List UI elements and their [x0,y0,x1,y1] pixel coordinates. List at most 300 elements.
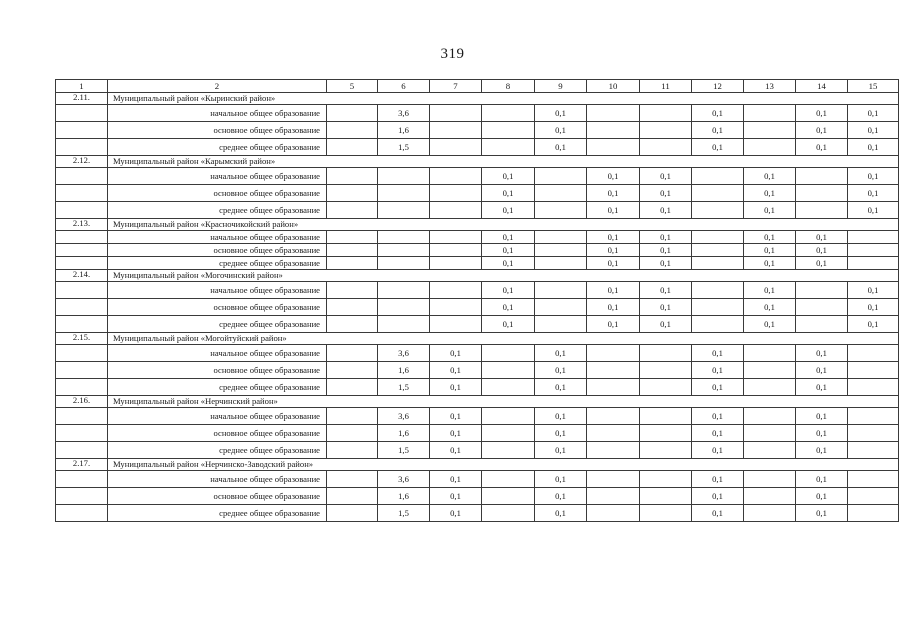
education-level-label: основное общее образование [108,362,327,379]
value-cell: 0,1 [796,442,848,459]
education-level-label: начальное общее образование [108,231,327,244]
education-level-label: среднее общее образование [108,379,327,396]
empty-number-cell [56,185,108,202]
education-level-label: основное общее образование [108,425,327,442]
value-cell [692,316,744,333]
value-cell [327,425,378,442]
value-cell [327,231,378,244]
empty-number-cell [56,379,108,396]
education-level-label: основное общее образование [108,185,327,202]
table-row [56,202,899,219]
value-cell: 0,1 [430,362,482,379]
value-cell: 0,1 [640,316,692,333]
value-cell [482,442,535,459]
table-row [56,257,899,270]
table-body [56,80,899,522]
value-cell [640,139,692,156]
value-cell [848,425,899,442]
value-cell: 0,1 [535,122,587,139]
value-cell: 0,1 [587,316,640,333]
value-cell: 0,1 [535,442,587,459]
table-row [56,244,899,257]
value-cell: 0,1 [640,282,692,299]
value-cell: 0,1 [640,202,692,219]
value-cell [327,139,378,156]
empty-number-cell [56,282,108,299]
column-header: 6 [378,80,430,93]
value-cell: 0,1 [482,316,535,333]
empty-number-cell [56,105,108,122]
value-cell [327,316,378,333]
section-row [56,459,899,471]
value-cell [587,362,640,379]
value-cell: 0,1 [482,299,535,316]
section-title: Муниципальный район «Красночикойский район» [108,219,899,231]
empty-number-cell [56,202,108,219]
value-cell: 0,1 [796,425,848,442]
value-cell: 3,6 [378,105,430,122]
value-cell [744,488,796,505]
page-number: 319 [440,46,465,62]
value-cell [430,139,482,156]
value-cell [430,185,482,202]
value-cell [848,379,899,396]
value-cell [535,257,587,270]
empty-number-cell [56,122,108,139]
value-cell [744,408,796,425]
table-row [56,425,899,442]
value-cell [535,202,587,219]
value-cell [327,185,378,202]
value-cell [848,408,899,425]
value-cell: 1,6 [378,362,430,379]
table-row [56,231,899,244]
value-cell [430,282,482,299]
table-row [56,299,899,316]
value-cell [430,168,482,185]
education-level-label: среднее общее образование [108,257,327,270]
value-cell: 1,6 [378,122,430,139]
empty-number-cell [56,257,108,270]
section-number: 2.12. [56,156,108,168]
empty-number-cell [56,408,108,425]
value-cell: 0,1 [430,488,482,505]
value-cell: 0,1 [482,244,535,257]
value-cell: 0,1 [796,105,848,122]
value-cell: 0,1 [796,471,848,488]
value-cell [535,185,587,202]
value-cell: 0,1 [692,425,744,442]
value-cell [378,168,430,185]
value-cell: 0,1 [848,168,899,185]
value-cell [430,202,482,219]
table-row [56,408,899,425]
empty-number-cell [56,231,108,244]
section-row [56,333,899,345]
column-header: 7 [430,80,482,93]
value-cell [744,362,796,379]
value-cell [692,231,744,244]
education-level-label: начальное общее образование [108,471,327,488]
value-cell [327,105,378,122]
value-cell [327,505,378,522]
value-cell [430,257,482,270]
value-cell [744,471,796,488]
value-cell [692,202,744,219]
value-cell [378,231,430,244]
value-cell [535,244,587,257]
value-cell [482,345,535,362]
value-cell [327,442,378,459]
value-cell [744,345,796,362]
value-cell [482,471,535,488]
value-cell: 0,1 [744,316,796,333]
value-cell: 0,1 [640,231,692,244]
value-cell [796,316,848,333]
table-row [56,488,899,505]
empty-number-cell [56,345,108,362]
empty-number-cell [56,316,108,333]
value-cell: 0,1 [692,505,744,522]
column-header: 15 [848,80,899,93]
value-cell: 0,1 [848,316,899,333]
value-cell [482,505,535,522]
value-cell: 0,1 [692,442,744,459]
education-level-label: начальное общее образование [108,105,327,122]
value-cell: 0,1 [848,202,899,219]
value-cell: 0,1 [535,379,587,396]
value-cell [378,282,430,299]
value-cell: 0,1 [796,408,848,425]
section-title: Муниципальный район «Карымский район» [108,156,899,168]
value-cell: 0,1 [587,282,640,299]
value-cell: 1,5 [378,379,430,396]
value-cell [327,168,378,185]
value-cell: 0,1 [796,379,848,396]
value-cell: 0,1 [640,185,692,202]
value-cell [482,362,535,379]
value-cell: 0,1 [535,345,587,362]
value-cell: 0,1 [796,244,848,257]
value-cell [587,425,640,442]
value-cell [327,299,378,316]
section-title: Муниципальный район «Кыринский район» [108,93,899,105]
education-level-label: среднее общее образование [108,505,327,522]
table-row [56,316,899,333]
value-cell: 0,1 [692,362,744,379]
value-cell [744,379,796,396]
value-cell: 0,1 [744,244,796,257]
value-cell [848,442,899,459]
value-cell [848,471,899,488]
value-cell: 0,1 [692,471,744,488]
value-cell: 0,1 [692,345,744,362]
value-cell: 3,6 [378,408,430,425]
value-cell [587,139,640,156]
value-cell: 0,1 [430,425,482,442]
value-cell [640,379,692,396]
value-cell: 0,1 [430,505,482,522]
value-cell: 0,1 [482,257,535,270]
table-row [56,471,899,488]
value-cell: 0,1 [796,122,848,139]
empty-number-cell [56,299,108,316]
value-cell [744,425,796,442]
column-header: 5 [327,80,378,93]
value-cell [640,442,692,459]
section-number: 2.15. [56,333,108,345]
empty-number-cell [56,139,108,156]
education-level-label: основное общее образование [108,299,327,316]
empty-number-cell [56,488,108,505]
value-cell: 1,5 [378,442,430,459]
value-cell: 0,1 [744,168,796,185]
value-cell [378,244,430,257]
table-row [56,168,899,185]
value-cell [587,122,640,139]
value-cell [796,299,848,316]
value-cell [692,168,744,185]
value-cell [640,505,692,522]
value-cell [587,105,640,122]
section-row [56,156,899,168]
value-cell: 0,1 [796,257,848,270]
column-header: 2 [108,80,327,93]
section-number: 2.17. [56,459,108,471]
value-cell [587,379,640,396]
value-cell [327,257,378,270]
value-cell: 0,1 [587,244,640,257]
value-cell: 0,1 [640,168,692,185]
value-cell [535,282,587,299]
section-title: Муниципальный район «Нерчинско-Заводский район» [108,459,899,471]
section-number: 2.16. [56,396,108,408]
empty-number-cell [56,168,108,185]
value-cell: 0,1 [796,362,848,379]
value-cell: 0,1 [640,299,692,316]
section-row [56,219,899,231]
section-title: Муниципальный район «Могойтуйский район» [108,333,899,345]
value-cell: 0,1 [692,488,744,505]
value-cell: 0,1 [848,139,899,156]
value-cell [327,408,378,425]
value-cell: 0,1 [796,231,848,244]
value-cell [327,471,378,488]
section-row [56,93,899,105]
value-cell [848,231,899,244]
value-cell: 0,1 [692,139,744,156]
value-cell [587,505,640,522]
value-cell [640,471,692,488]
education-level-label: основное общее образование [108,488,327,505]
education-level-label: начальное общее образование [108,282,327,299]
value-cell: 0,1 [796,505,848,522]
value-cell: 0,1 [796,488,848,505]
value-cell: 0,1 [535,471,587,488]
value-cell: 0,1 [744,282,796,299]
value-cell [430,316,482,333]
value-cell: 0,1 [587,202,640,219]
column-header: 9 [535,80,587,93]
value-cell [430,231,482,244]
education-level-label: среднее общее образование [108,316,327,333]
value-cell: 0,1 [482,282,535,299]
value-cell: 0,1 [848,185,899,202]
value-cell [430,105,482,122]
value-cell [692,244,744,257]
table-row [56,105,899,122]
column-header: 10 [587,80,640,93]
value-cell [848,244,899,257]
value-cell [796,185,848,202]
value-cell: 0,1 [848,122,899,139]
value-cell: 0,1 [692,105,744,122]
education-level-label: начальное общее образование [108,408,327,425]
value-cell: 0,1 [587,231,640,244]
value-cell: 0,1 [535,362,587,379]
section-number: 2.14. [56,270,108,282]
value-cell [535,168,587,185]
value-cell [327,345,378,362]
value-cell: 0,1 [744,299,796,316]
value-cell [535,231,587,244]
value-cell [535,316,587,333]
value-cell: 0,1 [692,408,744,425]
empty-number-cell [56,505,108,522]
value-cell [535,299,587,316]
value-cell [587,488,640,505]
value-cell: 1,6 [378,488,430,505]
value-cell [640,122,692,139]
value-cell [327,282,378,299]
value-cell: 0,1 [744,231,796,244]
education-level-label: среднее общее образование [108,442,327,459]
value-cell: 0,1 [587,185,640,202]
value-cell: 0,1 [587,257,640,270]
column-header: 12 [692,80,744,93]
table-row [56,139,899,156]
value-cell [482,105,535,122]
table-row [56,362,899,379]
table-row [56,185,899,202]
value-cell [640,345,692,362]
value-cell [692,282,744,299]
table-row [56,282,899,299]
education-level-label: среднее общее образование [108,139,327,156]
header-row [56,80,899,93]
column-header: 8 [482,80,535,93]
value-cell: 0,1 [430,408,482,425]
value-cell: 1,5 [378,139,430,156]
value-cell: 0,1 [430,345,482,362]
empty-number-cell [56,362,108,379]
value-cell [378,316,430,333]
value-cell: 0,1 [796,345,848,362]
education-level-label: основное общее образование [108,122,327,139]
value-cell: 0,1 [430,442,482,459]
value-cell: 0,1 [692,122,744,139]
value-cell [378,257,430,270]
value-cell [482,379,535,396]
value-cell: 0,1 [535,139,587,156]
value-cell [848,345,899,362]
value-cell: 0,1 [744,202,796,219]
section-title: Муниципальный район «Могочинский район» [108,270,899,282]
value-cell [692,185,744,202]
value-cell [848,362,899,379]
value-cell [482,408,535,425]
education-level-label: среднее общее образование [108,202,327,219]
value-cell [327,362,378,379]
table-row [56,379,899,396]
education-level-label: начальное общее образование [108,345,327,362]
value-cell [587,408,640,425]
value-cell: 0,1 [640,244,692,257]
value-cell [744,139,796,156]
value-cell [327,244,378,257]
empty-number-cell [56,442,108,459]
table-row [56,345,899,362]
value-cell: 0,1 [587,168,640,185]
value-cell [848,488,899,505]
value-cell: 3,6 [378,471,430,488]
value-cell: 0,1 [535,488,587,505]
value-cell [692,257,744,270]
section-number: 2.11. [56,93,108,105]
section-title: Муниципальный район «Нерчинский район» [108,396,899,408]
value-cell [482,425,535,442]
value-cell: 0,1 [744,257,796,270]
value-cell [744,105,796,122]
value-cell [430,244,482,257]
value-cell: 0,1 [796,139,848,156]
data-table [55,79,899,522]
value-cell [640,105,692,122]
value-cell: 0,1 [482,185,535,202]
value-cell: 0,1 [535,105,587,122]
value-cell [796,202,848,219]
value-cell [430,122,482,139]
value-cell [482,139,535,156]
column-header: 13 [744,80,796,93]
value-cell [640,408,692,425]
value-cell [378,202,430,219]
value-cell [430,299,482,316]
column-header: 11 [640,80,692,93]
education-level-label: основное общее образование [108,244,327,257]
value-cell: 1,6 [378,425,430,442]
value-cell: 0,1 [535,425,587,442]
empty-number-cell [56,471,108,488]
empty-number-cell [56,425,108,442]
education-level-label: начальное общее образование [108,168,327,185]
value-cell [796,168,848,185]
column-header: 14 [796,80,848,93]
value-cell [640,362,692,379]
value-cell: 0,1 [744,185,796,202]
value-cell: 0,1 [482,168,535,185]
value-cell [640,488,692,505]
value-cell: 0,1 [535,408,587,425]
value-cell [744,122,796,139]
section-row [56,396,899,408]
value-cell [482,122,535,139]
table-row [56,122,899,139]
value-cell [482,488,535,505]
value-cell [327,202,378,219]
value-cell [327,122,378,139]
value-cell [587,345,640,362]
